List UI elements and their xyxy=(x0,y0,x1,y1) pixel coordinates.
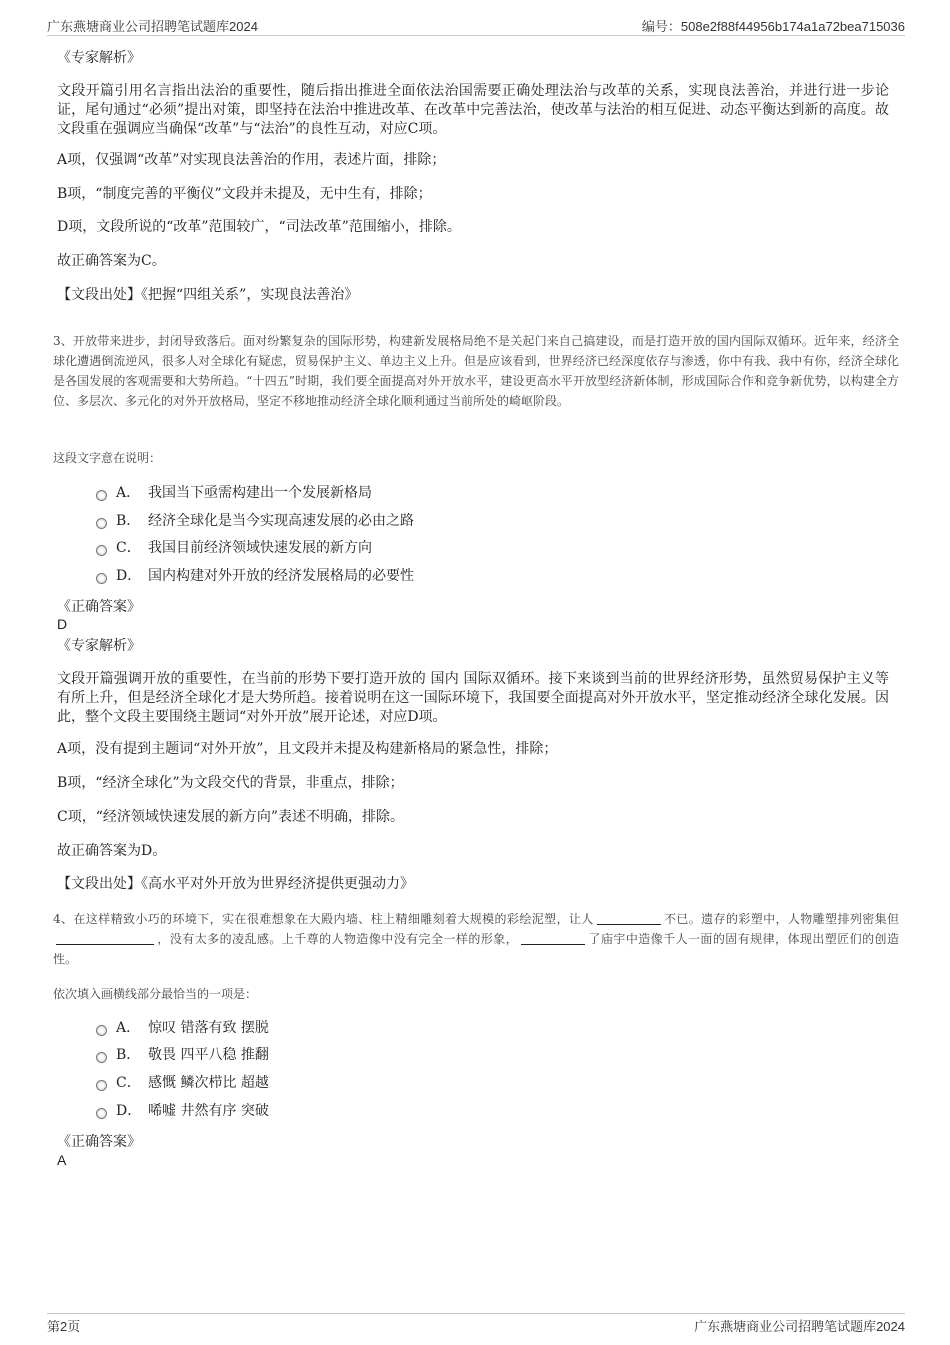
q3-answer: D xyxy=(57,616,68,632)
page-number: 第2页 xyxy=(47,1319,81,1334)
q3-analysis-text: 文段开篇强调开放的重要性，在当前的形势下要打造开放的 国内 国际双循环。接下来谈到当前的世界经济形势，虽然贸易保护主义等有所上升，但是经济全球化才是大势所趋。接着说明在这一国际环境下，我国要全面提高对外开放水平，坚定推动经济全球化发展。因此，整个文段主要围绕主题词“对外开放”展开论述，对应D项。 xyxy=(57,671,889,725)
footer-title: 广东燕塘商业公司招聘笔试题库2024 xyxy=(694,1319,905,1334)
radio-icon[interactable] xyxy=(96,1025,107,1036)
q2-conclusion: 故正确答案为C。 xyxy=(57,253,166,269)
q2-option-a-note: A项，仅强调“改革”对实现良法善治的作用，表述片面，排除； xyxy=(57,152,446,168)
q4-option-d[interactable]: D． 唏嘘 井然有序 突破 xyxy=(96,1101,269,1121)
page-header xyxy=(47,16,905,36)
q3-option-d[interactable]: D． 国内构建对外开放的经济发展格局的必要性 xyxy=(96,566,414,586)
q4-option-c[interactable]: C． 感慨 鳞次栉比 超越 xyxy=(96,1073,269,1093)
q3-option-c[interactable]: C． 我国目前经济领域快速发展的新方向 xyxy=(96,538,372,558)
q3-option-a[interactable]: A． 我国当下亟需构建出一个发展新格局 xyxy=(96,483,372,503)
q3-option-a-note: A项，没有提到主题词“对外开放”，且文段并未提及构建新格局的紧急性，排除； xyxy=(57,741,558,757)
q3-answer-title: 《正确答案》 xyxy=(57,599,141,615)
q4-option-b[interactable]: B． 敬畏 四平八稳 推翻 xyxy=(96,1045,269,1065)
q4-question-text: 4、在这样精致小巧的环境下，实在很难想象在大殿内墙、柱上精细雕刻着大规模的彩绘泥塑，让人 不已。遗存的彩塑中，人物雕塑排列密集但，没有太多的凌乱感。上千尊的人物造像中没有完全一样的形象， 了庙宇中造像千人一面的固有规律，体现出塑匠们的创造性。 xyxy=(53,912,899,966)
q2-option-b-note: B项，“制度完善的平衡仪”文段并未提及，无中生有，排除； xyxy=(57,186,432,202)
q2-source: 【文段出处】《把握“四组关系”，实现良法善治》 xyxy=(57,287,359,303)
q3-prompt: 这段文字意在说明： xyxy=(53,451,162,465)
q4-option-a[interactable]: A． 惊叹 错落有致 摆脱 xyxy=(96,1018,269,1038)
radio-icon[interactable] xyxy=(96,490,107,501)
q2-option-d-note: D项，文段所说的“改革”范围较广，“司法改革”范围缩小，排除。 xyxy=(57,219,461,235)
q4-answer-title: 《正确答案》 xyxy=(57,1134,141,1150)
q4-prompt: 依次填入画横线部分最恰当的一项是： xyxy=(53,987,258,1001)
q3-question-text: 3、开放带来进步，封闭导致落后。面对纷繁复杂的国际形势，构建新发展格局绝不是关起门来自己搞建设，而是打造开放的国内国际双循环。近年来，经济全球化遭遇倒流逆风，很多人对全球化有疑虑，贸易保护主义、单边主义上升。但是应该看到，世界经济已经深度依存与渗透，你中有我、我中有你，经济全球化是各国发展的客观需要和大势所趋。“十四五”时期，我们要全面提高对外开放水平，建设更高水平开放型经济新体制，形成国际合作和竞争新优势，以构建全方位、多层次、多元化的对外开放格局，坚定不移地推动经济全球化顺利通过当前所处的崎岖阶段。 xyxy=(53,334,899,408)
q3-analysis-title: 《专家解析》 xyxy=(57,638,141,654)
q3-source: 【文段出处】《高水平对外开放为世界经济提供更强动力》 xyxy=(57,876,414,892)
header-title: 广东燕塘商业公司招聘笔试题库2024 xyxy=(47,19,258,34)
q4-answer: A xyxy=(57,1152,67,1168)
q3-option-c-note: C项，“经济领域快速发展的新方向”表述不明确，排除。 xyxy=(57,809,405,825)
page-footer xyxy=(47,1313,905,1336)
q2-analysis-title: 《专家解析》 xyxy=(57,50,141,66)
blank-3 xyxy=(521,930,585,945)
radio-icon[interactable] xyxy=(96,1108,107,1119)
blank-2 xyxy=(56,930,154,945)
blank-1 xyxy=(597,910,661,925)
radio-icon[interactable] xyxy=(96,573,107,584)
q3-option-b-note: B项，“经济全球化”为文段交代的背景，非重点，排除； xyxy=(57,775,404,791)
q3-option-b[interactable]: B． 经济全球化是当今实现高速发展的必由之路 xyxy=(96,511,414,531)
q2-analysis-text: 文段开篇引用名言指出法治的重要性，随后指出推进全面依法治国需要正确处理法治与改革的关系，实现良法善治，并进行进一步论证，尾句通过“必须”提出对策，即坚持在法治中推进改革、在改革中完善法治，使改革与法治的相互促进、动态平衡达到新的高度。故文段重在强调应当确保“改革”与“法治”的良性互动，对应C项。 xyxy=(57,83,889,137)
radio-icon[interactable] xyxy=(96,1052,107,1063)
q3-conclusion: 故正确答案为D。 xyxy=(57,843,167,859)
header-serial: 编号：508e2f88f44956b174a1a72bea715036 xyxy=(641,19,905,34)
radio-icon[interactable] xyxy=(96,518,107,529)
radio-icon[interactable] xyxy=(96,545,107,556)
radio-icon[interactable] xyxy=(96,1080,107,1091)
